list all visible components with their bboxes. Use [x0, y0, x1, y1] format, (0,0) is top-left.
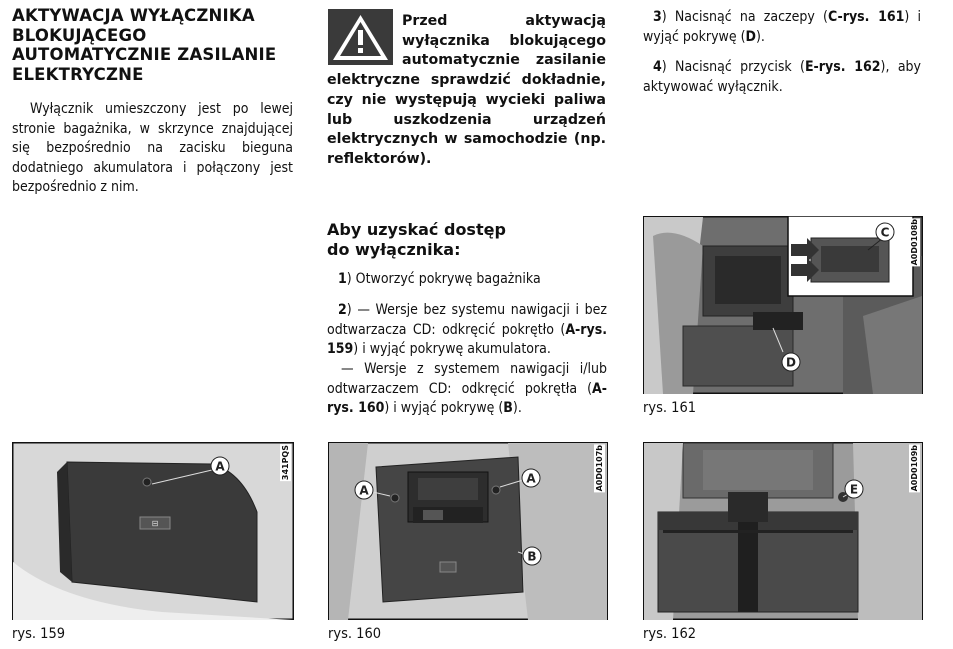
marker-b: B	[527, 549, 537, 564]
marker-e: E	[849, 482, 859, 497]
marker-a-left: A	[359, 483, 369, 498]
figure-162	[643, 442, 923, 620]
step-3-text-c: ).	[755, 28, 765, 45]
figure-161	[643, 216, 923, 394]
access-heading	[327, 220, 607, 260]
step-2b-text-b: ) i wyjąć pokrywę (	[384, 400, 504, 416]
heading-line-4: ELEKTRYCZNE	[12, 64, 144, 84]
figure-160	[328, 442, 608, 620]
step-2b-ref: A-rys. 160	[327, 380, 607, 416]
intro-paragraph: Wyłącznik umieszczony jest po lewej stronie bagażnika, w skrzynce znajdującej się bezpośrednio na zacisku bieguna dodatniego akumulatora i połączony jest bezpośrednio z nim.	[12, 101, 293, 195]
step-2b	[327, 360, 607, 419]
step-2-text-b: ) i wyjąć pokrywę akumulatora.	[353, 341, 551, 357]
figure-160-image	[328, 442, 608, 620]
figure-160-code: A0D0107b	[595, 445, 604, 492]
heading-line-3: AUTOMATYCZNIE ZASILANIE	[12, 45, 277, 64]
step-3	[643, 8, 921, 47]
figure-159-code: 341PQS	[281, 445, 290, 481]
marker-a: A	[215, 459, 225, 474]
step-3-number: 3	[653, 9, 662, 25]
step-4-text-b: ), aby aktywować wyłącznik.	[643, 59, 921, 95]
access-heading-line-1: Aby uzyskać dostęp	[327, 220, 506, 239]
figure-159	[12, 442, 294, 620]
warning-text-block	[327, 12, 606, 170]
step-2-ref: A-rys. 159	[327, 321, 607, 357]
step-1	[338, 270, 606, 290]
caption-161: rys. 161	[643, 400, 697, 416]
step-2b-text-a: — Wersje z systemem nawigacji i/lub odtwarzaczem CD: odkręcić pokrętła (	[327, 361, 607, 397]
step-2-text-a: ) — Wersje bez systemu nawigacji i bez odtwarzacza CD: odkręcić pokrętło (	[327, 302, 607, 338]
step-2b-text-c: ).	[512, 400, 522, 416]
step-2b-ref2: B	[503, 400, 513, 416]
step-4-text-a: ) Nacisnąć przycisk (	[661, 59, 805, 75]
caption-162: rys. 162	[643, 626, 697, 642]
figure-162-image	[643, 442, 923, 620]
step-1-text: ) Otworzyć pokrywę bagażnika	[346, 271, 541, 287]
access-heading-line-2: do wyłącznika:	[327, 240, 461, 259]
step-2-number: 2	[338, 302, 347, 318]
step-3-text-a: ) Nacisnąć na zaczepy (	[661, 9, 828, 25]
marker-c: C	[880, 225, 890, 240]
step-4-number: 4	[653, 59, 662, 75]
heading-line-2: BLOKUJĄCEGO	[12, 25, 147, 45]
step-3-ref2: D	[745, 28, 756, 45]
figure-161-image	[643, 216, 923, 394]
step-3-text-b: ) i wyjąć pokrywę (	[643, 9, 921, 45]
section-heading	[12, 6, 312, 84]
marker-a-right: A	[526, 471, 536, 486]
caption-159: rys. 159	[12, 626, 66, 642]
step-4	[643, 58, 921, 97]
caption-160: rys. 160	[328, 626, 382, 642]
figure-161-code: A0D0108b	[910, 219, 919, 266]
step-1-number: 1	[338, 271, 347, 287]
svg-text:⊟: ⊟	[151, 519, 159, 528]
heading-line-1: AKTYWACJA WYŁĄCZNIKA	[12, 6, 255, 25]
step-2	[327, 301, 607, 360]
figure-159-image	[12, 442, 294, 620]
figure-162-code: A0D0109b	[910, 445, 919, 492]
step-3-ref: C-rys. 161	[827, 9, 905, 25]
warning-text: Przed aktywacją wyłącznika blokującego automatycznie zasilanie elektryczne sprawdzić dokładnie, czy nie występują wycieki paliwa lub uszkodzenia urządzeń elektrycznych w samochodzie (np. reflektorów).	[327, 13, 606, 167]
marker-d: D	[786, 355, 796, 370]
step-4-ref: E-rys. 162	[804, 59, 881, 75]
